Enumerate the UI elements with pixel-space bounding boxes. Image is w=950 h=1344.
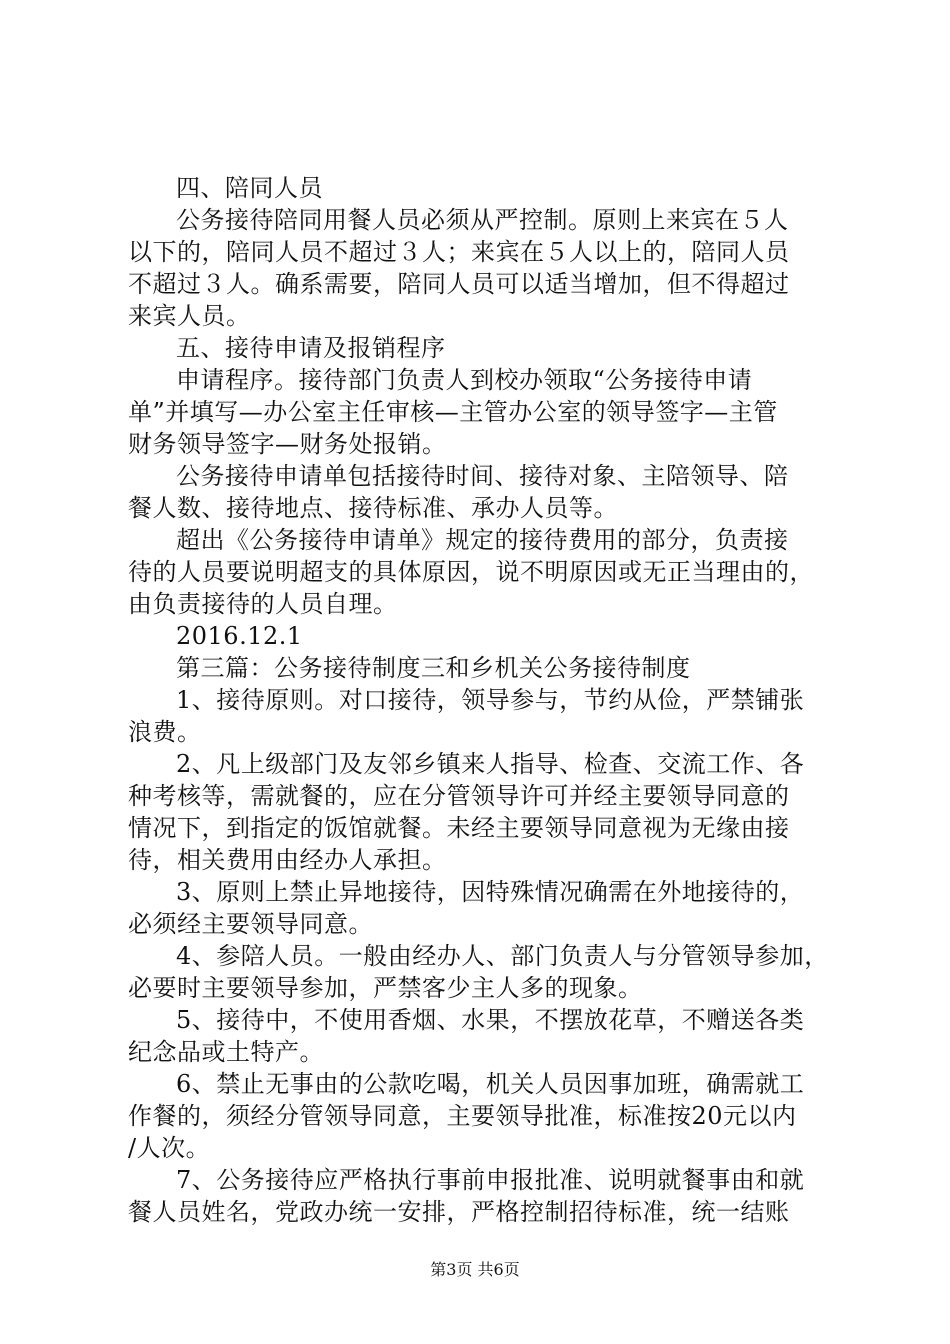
text-line: 必要时主要领导参加，严禁客少主人多的现象。 [128, 974, 643, 1002]
text-line: 餐人数、接待地点、接待标准、承办人员等。 [128, 494, 618, 522]
text-line: 待，相关费用由经办人承担。 [128, 846, 447, 874]
text-line: 作餐的，须经分管领导同意，主要领导批准，标准按20元以内 [128, 1102, 797, 1130]
text-line: 超出《公务接待申请单》规定的接待费用的部分，负责接 [176, 526, 789, 554]
text-line: 餐人员姓名，党政办统一安排，严格控制招待标准，统一结账 [128, 1198, 790, 1226]
text-line: 情况下，到指定的饭馆就餐。未经主要领导同意视为无缘由接 [128, 814, 790, 842]
text-line: 5、接待中，不使用香烟、水果，不摆放花草，不赠送各类 [176, 1006, 805, 1034]
text-line: 来宾人员。 [128, 302, 251, 330]
text-line: 五、接待申请及报销程序 [176, 334, 446, 362]
text-line: 待的人员要说明超支的具体原因，说不明原因或无正当理由的， [128, 558, 814, 586]
text-line: 公务接待申请单包括接待时间、接待对象、主陪领导、陪 [176, 462, 789, 490]
text-line: 必须经主要领导同意。 [128, 910, 373, 938]
document-body [128, 172, 840, 1228]
text-line: 单”并填写—办公室主任审核—主管办公室的领导签字—主管 [128, 398, 778, 426]
text-line: 由负责接待的人员自理。 [128, 590, 398, 618]
text-line: 纪念品或土特产。 [128, 1038, 324, 1066]
text-line: 浪费。 [128, 718, 202, 746]
text-line: 财务领导签字—财务处报销。 [128, 430, 447, 458]
date-line: 2016.12.1 [176, 622, 303, 650]
page-number: 第3页 共6页 [430, 1260, 520, 1279]
text-line: 7、公务接待应严格执行事前申报批准、说明就餐事由和就 [176, 1166, 805, 1194]
text-line: 四、陪同人员 [176, 174, 323, 202]
text-line: 种考核等，需就餐的，应在分管领导许可并经主要领导同意的 [128, 782, 790, 810]
text-line: 不超过３人。确系需要，陪同人员可以适当增加，但不得超过 [128, 270, 790, 298]
text-line: 3、原则上禁止异地接待，因特殊情况确需在外地接待的， [176, 878, 805, 906]
text-line: 以下的，陪同人员不超过３人；来宾在５人以上的，陪同人员 [128, 238, 790, 266]
text-line: 公务接待陪同用餐人员必须从严控制。原则上来宾在５人 [176, 206, 789, 234]
text-line: 申请程序。接待部门负责人到校办领取“公务接待申请 [176, 366, 753, 394]
text-line: 6、禁止无事由的公款吃喝，机关人员因事加班，确需就工 [176, 1070, 805, 1098]
text-line: 4、参陪人员。一般由经办人、部门负责人与分管领导参加， [176, 942, 829, 970]
section-heading: 第三篇：公务接待制度三和乡机关公务接待制度 [176, 654, 691, 682]
text-line: /人次。 [128, 1134, 211, 1162]
text-line: 1、接待原则。对口接待，领导参与，节约从俭，严禁铺张 [176, 686, 805, 714]
text-line: 2、凡上级部门及友邻乡镇来人指导、检查、交流工作、各 [176, 750, 805, 778]
